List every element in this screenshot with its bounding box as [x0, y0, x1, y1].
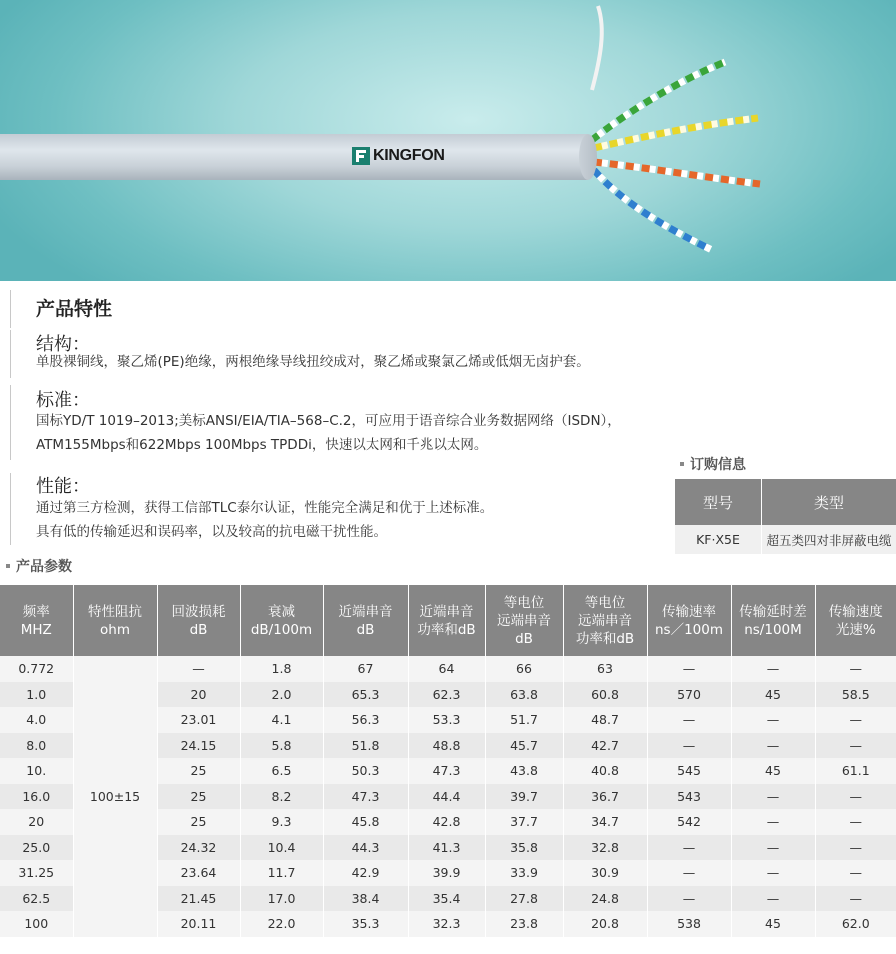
params-header-line: 频率: [22, 603, 50, 620]
table-cell: 35.4: [408, 886, 485, 912]
table-cell: —: [731, 809, 815, 835]
table-cell: 25: [157, 758, 240, 784]
params-title: [6, 556, 72, 576]
table-cell: 33.9: [485, 860, 563, 886]
params-header-line: 传输延时差: [739, 603, 807, 620]
table-cell: —: [647, 860, 731, 886]
cable-illustration: [0, 0, 896, 281]
params-header-line: 功率和dB: [575, 630, 635, 647]
frequency-cell: 25.0: [0, 835, 73, 861]
table-cell: 2.0: [240, 682, 323, 708]
table-cell: 545: [647, 758, 731, 784]
table-cell: 43.8: [485, 758, 563, 784]
product-banner: [0, 0, 896, 281]
table-cell: 42.9: [323, 860, 408, 886]
table-cell: 39.9: [408, 860, 485, 886]
table-row: [0, 656, 896, 682]
table-cell: 35.8: [485, 835, 563, 861]
table-cell: —: [731, 886, 815, 912]
frequency-cell: 62.5: [0, 886, 73, 912]
params-header-cell: [563, 585, 647, 656]
frequency-cell: 16.0: [0, 784, 73, 810]
table-cell: —: [815, 733, 896, 759]
params-header-line: 近端串音: [419, 603, 474, 620]
table-cell: 53.3: [408, 707, 485, 733]
order-type-cell: 超五类四对非屏蔽电缆: [762, 525, 896, 554]
bullet-square-icon: [680, 462, 684, 466]
structure-text: 单股裸铜线，聚乙烯(PE)绝缘，两根绝缘导线扭绞成对，聚乙烯或聚氯乙烯或低烟无卤护套。: [36, 354, 590, 370]
table-cell: 38.4: [323, 886, 408, 912]
table-cell: 63.8: [485, 682, 563, 708]
table-cell: —: [815, 809, 896, 835]
table-cell: —: [731, 784, 815, 810]
structure-heading: 结构：: [36, 334, 90, 355]
frequency-cell: 10.: [0, 758, 73, 784]
table-cell: 44.3: [323, 835, 408, 861]
table-cell: —: [731, 835, 815, 861]
params-header-line: 回波损耗: [171, 603, 226, 620]
table-cell: 11.7: [240, 860, 323, 886]
table-cell: 42.7: [563, 733, 647, 759]
section-divider: [10, 385, 11, 460]
params-header-line: 功率和dB: [417, 621, 476, 638]
table-cell: 34.7: [563, 809, 647, 835]
features-title: 产品特性: [36, 298, 113, 320]
bullet-square-icon: [6, 564, 10, 568]
params-table: [0, 585, 896, 937]
table-cell: 37.7: [485, 809, 563, 835]
params-header-line: ns／100m: [654, 621, 723, 638]
frequency-cell: 1.0: [0, 682, 73, 708]
params-header-cell: [485, 585, 563, 656]
table-cell: 543: [647, 784, 731, 810]
table-cell: 20.11: [157, 911, 240, 937]
params-header-line: 等电位: [584, 594, 626, 611]
table-cell: 4.1: [240, 707, 323, 733]
params-header-line: 光速%: [835, 621, 876, 638]
section-divider: [10, 330, 11, 378]
table-cell: —: [647, 886, 731, 912]
params-header-line: 传输速率: [662, 603, 716, 620]
params-header-cell: [73, 585, 157, 656]
table-cell: 35.3: [323, 911, 408, 937]
params-header-row: [0, 585, 896, 656]
frequency-cell: 20: [0, 809, 73, 835]
brand-logo: [352, 145, 445, 167]
order-header-row: [675, 479, 896, 525]
table-cell: 20.8: [563, 911, 647, 937]
order-row: [675, 525, 896, 554]
table-cell: 36.7: [563, 784, 647, 810]
params-header-cell: [157, 585, 240, 656]
params-header-cell: [0, 585, 73, 656]
standard-text-line-1: 国标YD/T 1019–2013;美标ANSI/EIA/TIA–568–C.2，可应用于语音综合业务数据网络（ISDN），: [36, 413, 621, 429]
table-cell: 23.8: [485, 911, 563, 937]
params-header-line: MHZ: [20, 621, 52, 638]
table-cell: 40.8: [563, 758, 647, 784]
table-cell: —: [731, 733, 815, 759]
table-cell: —: [731, 860, 815, 886]
table-cell: 8.2: [240, 784, 323, 810]
performance-heading: 性能：: [36, 476, 90, 497]
table-cell: 64: [408, 656, 485, 682]
order-info-title: [680, 454, 746, 474]
table-cell: 62.0: [815, 911, 896, 937]
table-cell: 63: [563, 656, 647, 682]
params-header-cell: [240, 585, 323, 656]
frequency-cell: 100: [0, 911, 73, 937]
order-info-table: [675, 479, 896, 554]
table-cell: 24.8: [563, 886, 647, 912]
params-header-line: ohm: [100, 621, 130, 638]
table-cell: 45: [731, 911, 815, 937]
params-header-cell: [323, 585, 408, 656]
table-cell: 17.0: [240, 886, 323, 912]
table-cell: 41.3: [408, 835, 485, 861]
params-header-line: dB/100m: [250, 621, 313, 638]
table-cell: —: [647, 707, 731, 733]
params-header-line: dB: [515, 630, 533, 647]
order-model-cell: KF·X5E: [675, 525, 762, 554]
params-header-line: 远端串音: [578, 612, 632, 629]
table-cell: 538: [647, 911, 731, 937]
table-cell: 47.3: [323, 784, 408, 810]
standard-heading: 标准：: [36, 390, 90, 411]
table-cell: 1.8: [240, 656, 323, 682]
table-cell: 23.64: [157, 860, 240, 886]
table-cell: —: [815, 886, 896, 912]
table-cell: —: [815, 860, 896, 886]
table-cell: —: [647, 656, 731, 682]
performance-text-line-1: 通过第三方检测，获得工信部TLC泰尔认证，性能完全满足和优于上述标准。: [36, 500, 494, 516]
table-cell: 44.4: [408, 784, 485, 810]
table-cell: 60.8: [563, 682, 647, 708]
params-header-line: 近端串音: [338, 603, 393, 620]
table-cell: 32.8: [563, 835, 647, 861]
table-cell: 25: [157, 809, 240, 835]
params-header-line: 特性阻抗: [88, 603, 142, 620]
table-cell: 58.5: [815, 682, 896, 708]
table-cell: 66: [485, 656, 563, 682]
table-cell: 47.3: [408, 758, 485, 784]
table-cell: 50.3: [323, 758, 408, 784]
standard-text-line-2: ATM155Mbps和622Mbps 100Mbps TPDDi，快速以太网和千兆以太网。: [36, 437, 488, 453]
table-cell: —: [815, 707, 896, 733]
table-cell: —: [647, 733, 731, 759]
table-cell: 9.3: [240, 809, 323, 835]
table-cell: 32.3: [408, 911, 485, 937]
params-header-line: 传输速度: [828, 603, 883, 620]
params-title-text: 产品参数: [16, 559, 72, 575]
params-header-line: 等电位: [503, 594, 545, 611]
order-info-title-text: 订购信息: [690, 457, 746, 473]
frequency-cell: 0.772: [0, 656, 73, 682]
params-header-line: 衰减: [268, 603, 295, 620]
table-cell: 65.3: [323, 682, 408, 708]
table-cell: 27.8: [485, 886, 563, 912]
params-header-cell: [408, 585, 485, 656]
table-cell: —: [815, 656, 896, 682]
table-cell: —: [157, 656, 240, 682]
params-header-cell: [815, 585, 896, 656]
table-cell: 25: [157, 784, 240, 810]
table-cell: —: [731, 656, 815, 682]
order-header-cell: 型号: [675, 479, 762, 525]
table-cell: 21.45: [157, 886, 240, 912]
params-header-cell: [647, 585, 731, 656]
table-cell: 542: [647, 809, 731, 835]
table-cell: 24.32: [157, 835, 240, 861]
params-header-cell: [731, 585, 815, 656]
params-header-line: ns/100M: [744, 621, 802, 638]
section-divider: [10, 290, 11, 328]
params-header-line: 远端串音: [497, 612, 551, 629]
table-cell: 39.7: [485, 784, 563, 810]
frequency-cell: 31.25: [0, 860, 73, 886]
table-cell: 51.8: [323, 733, 408, 759]
order-header-cell: 类型: [762, 479, 896, 525]
frequency-cell: 8.0: [0, 733, 73, 759]
table-cell: 23.01: [157, 707, 240, 733]
table-cell: 48.8: [408, 733, 485, 759]
table-cell: —: [815, 835, 896, 861]
table-cell: 30.9: [563, 860, 647, 886]
kingfon-logo-icon: [352, 147, 370, 165]
table-cell: 48.7: [563, 707, 647, 733]
table-cell: 61.1: [815, 758, 896, 784]
table-cell: 56.3: [323, 707, 408, 733]
table-cell: 45: [731, 682, 815, 708]
section-divider: [10, 473, 11, 545]
performance-text-line-2: 具有低的传输延迟和误码率，以及较高的抗电磁干扰性能。: [36, 524, 387, 540]
frequency-cell: 4.0: [0, 707, 73, 733]
table-cell: 22.0: [240, 911, 323, 937]
table-cell: 51.7: [485, 707, 563, 733]
table-cell: 62.3: [408, 682, 485, 708]
params-header-line: dB: [356, 621, 375, 638]
table-cell: 45: [731, 758, 815, 784]
table-cell: 67: [323, 656, 408, 682]
table-cell: 45.8: [323, 809, 408, 835]
impedance-cell: 100±15: [73, 656, 157, 937]
table-cell: 45.7: [485, 733, 563, 759]
table-cell: 6.5: [240, 758, 323, 784]
table-cell: —: [731, 707, 815, 733]
table-cell: 20: [157, 682, 240, 708]
table-cell: —: [815, 784, 896, 810]
table-cell: 24.15: [157, 733, 240, 759]
table-cell: —: [647, 835, 731, 861]
table-cell: 570: [647, 682, 731, 708]
params-header-line: dB: [189, 621, 208, 638]
table-cell: 10.4: [240, 835, 323, 861]
table-cell: 42.8: [408, 809, 485, 835]
brand-logo-text: KINGFON: [373, 147, 445, 164]
table-cell: 5.8: [240, 733, 323, 759]
